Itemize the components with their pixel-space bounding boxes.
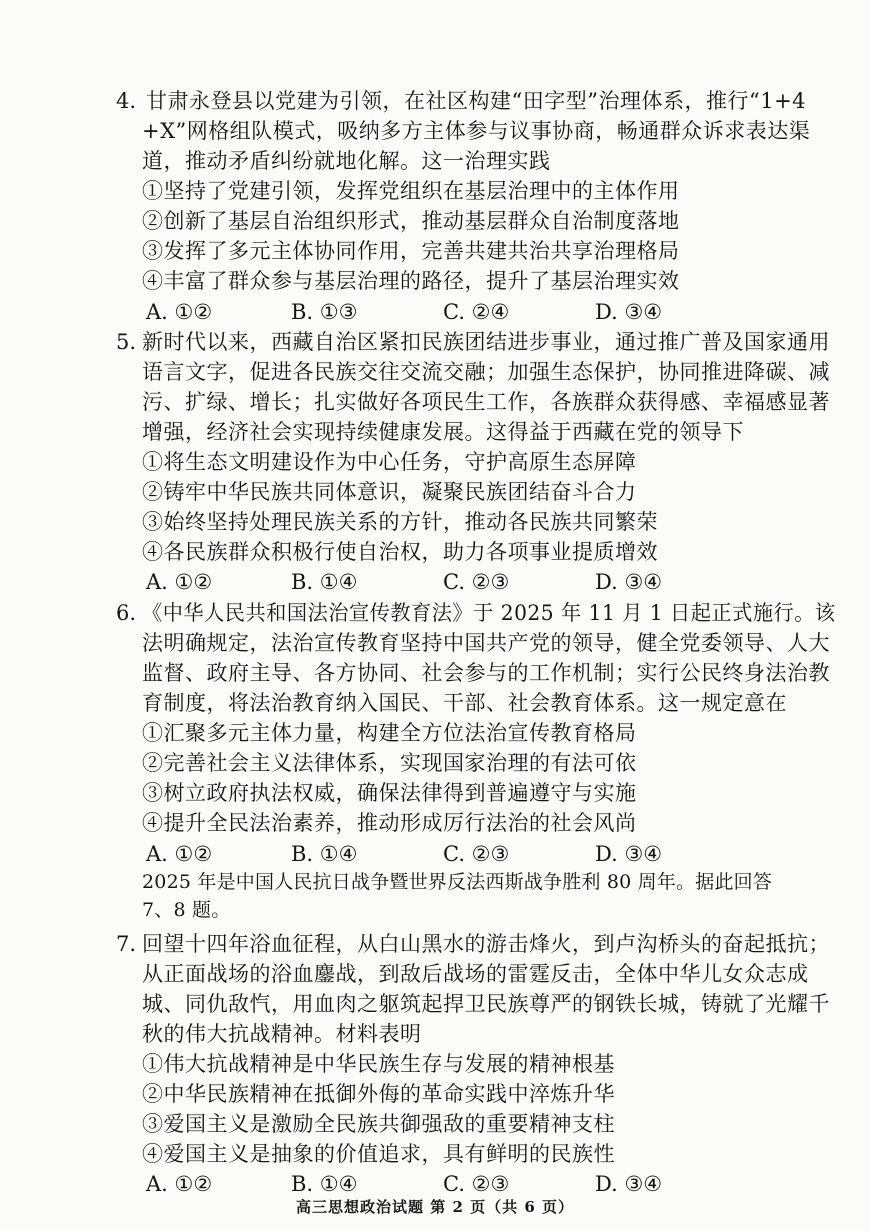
option-b: B. ①④ <box>291 1172 358 1196</box>
statement: ③发挥了多元主体协同作用，完善共建共治共享治理格局 <box>142 239 680 263</box>
option-c: C. ②③ <box>443 1172 510 1196</box>
question-stem-line: 增强，经济社会实现持续健康发展。这得益于西藏在党的领导下 <box>142 420 744 444</box>
statement: ②创新了基层自治组织形式，推动基层群众自治制度落地 <box>142 209 680 233</box>
statement: ③爱国主义是激励全民族共御强敌的重要精神支柱 <box>142 1112 615 1136</box>
statement: ②完善社会主义法律体系，实现国家治理的有法可依 <box>142 751 637 775</box>
question-stem-line: 监督、政府主导、各方协同、社会参与的工作机制；实行公民终身法治教 <box>142 661 830 685</box>
option-c: C. ②④ <box>443 300 510 324</box>
group-intro-line: 2025 年是中国人民抗日战争暨世界反法西斯战争胜利 80 周年。据此回答 <box>142 871 773 893</box>
question-stem-line: 新时代以来，西藏自治区紧扣民族团结进步事业，通过推广普及国家通用 <box>142 330 830 354</box>
option-d: D. ③④ <box>595 842 663 866</box>
option-d: D. ③④ <box>595 1172 663 1196</box>
statement: ③树立政府执法权威，确保法律得到普遍遵守与实施 <box>142 781 637 805</box>
question-stem-line: 甘肃永登县以党建为引领，在社区构建“田字型”治理体系，推行“1+4 <box>146 89 807 113</box>
option-b: B. ①④ <box>291 570 358 594</box>
question-stem-line: 法明确规定，法治宣传教育坚持中国共产党的领导，健全党委领导、人大 <box>142 631 830 655</box>
option-d: D. ③④ <box>595 570 663 594</box>
option-a: A. ①② <box>146 570 213 594</box>
question-stem-line: 秋的伟大抗战精神。材料表明 <box>142 1022 422 1046</box>
question-number: 4. <box>116 89 137 113</box>
question-number: 7. <box>116 932 137 956</box>
option-a: A. ①② <box>146 842 213 866</box>
statement: ②中华民族精神在抵御外侮的革命实践中淬炼升华 <box>142 1082 615 1106</box>
option-a: A. ①② <box>146 1172 213 1196</box>
question-stem-line: 育制度，将法治教育纳入国民、干部、社会教育体系。这一规定意在 <box>142 691 787 715</box>
option-b: B. ①④ <box>291 842 358 866</box>
statement: ①汇聚多元主体力量，构建全方位法治宣传教育格局 <box>142 721 637 745</box>
question-stem-line: 道，推动矛盾纠纷就地化解。这一治理实践 <box>142 149 551 173</box>
statement: ④提升全民法治素养，推动形成厉行法治的社会风尚 <box>142 811 637 835</box>
question-stem-line: 城、同仇敌忾，用血肉之躯筑起捍卫民族尊严的钢铁长城，铸就了光耀千 <box>142 992 830 1016</box>
statement: ④爱国主义是抽象的价值追求，具有鲜明的民族性 <box>142 1142 615 1166</box>
option-b: B. ①③ <box>291 300 358 324</box>
statement: ②铸牢中华民族共同体意识，凝聚民族团结奋斗合力 <box>142 480 637 504</box>
statement: ①将生态文明建设作为中心任务，守护高原生态屏障 <box>142 450 637 474</box>
option-a: A. ①② <box>146 300 213 324</box>
group-intro-line: 7、8 题。 <box>142 899 231 921</box>
question-number: 5. <box>116 330 137 354</box>
option-c: C. ②③ <box>443 842 510 866</box>
statement: ③始终坚持处理民族关系的方针，推动各民族共同繁荣 <box>142 510 658 534</box>
option-d: D. ③④ <box>595 300 663 324</box>
question-stem-line: 回望十四年浴血征程，从白山黑水的游击烽火，到卢沟桥头的奋起抵抗； <box>142 932 830 956</box>
statement: ①坚持了党建引领，发挥党组织在基层治理中的主体作用 <box>142 179 680 203</box>
statement: ①伟大抗战精神是中华民族生存与发展的精神根基 <box>142 1052 615 1076</box>
question-stem-line: 语言文字，促进各民族交往交流交融；加强生态保护，协同推进降碳、减 <box>142 360 830 384</box>
question-stem-line: 污、扩绿、增长；扎实做好各项民生工作，各族群众获得感、幸福感显著 <box>142 390 830 414</box>
question-stem-line: 《中华人民共和国法治宣传教育法》于 2025 年 11 月 1 日起正式施行。该 <box>142 601 836 625</box>
question-number: 6. <box>116 601 137 625</box>
question-stem-line: 从正面战场的浴血鏖战，到敌后战场的雷霆反击，全体中华儿女众志成 <box>142 962 809 986</box>
option-c: C. ②③ <box>443 570 510 594</box>
statement: ④丰富了群众参与基层治理的路径，提升了基层治理实效 <box>142 269 680 293</box>
question-stem-line: +X”网格组队模式，吸纳多方主体参与议事协商，畅通群众诉求表达渠 <box>142 119 811 143</box>
page-footer: 高三思想政治试题 第 2 页（共 6 页） <box>296 1198 574 1216</box>
statement: ④各民族群众积极行使自治权，助力各项事业提质增效 <box>142 540 658 564</box>
